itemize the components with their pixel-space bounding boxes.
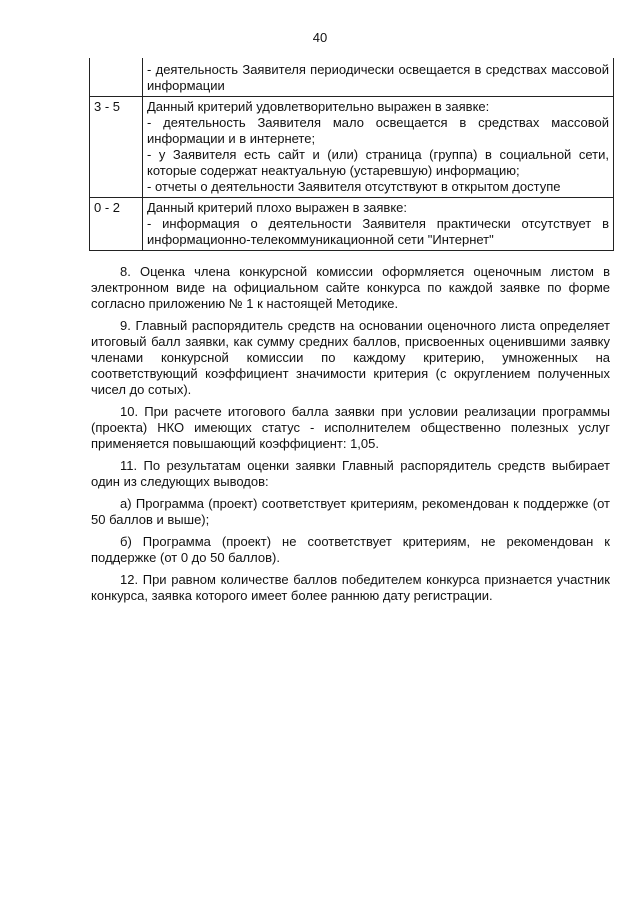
score-cell: 0 - 2	[90, 198, 143, 251]
criteria-description-cell	[143, 198, 614, 251]
description-line: - деятельность Заявителя мало освещается в средствах массовой информации и в интернете;	[147, 115, 609, 146]
description-line: Данный критерий плохо выражен в заявке:	[147, 200, 407, 215]
paragraph-8: 8. Оценка члена конкурсной комиссии оформляется оценочным листом в электронном виде на официальном сайте конкурса по каждой заявке по форме согласно приложению № 1 к настоящей Методике.	[91, 264, 610, 311]
criteria-score-table	[89, 58, 614, 251]
description-line: - информация о деятельности Заявителя практически отсутствует в информационно-телекоммуникационной сети "Интернет"	[147, 216, 609, 247]
table-row	[90, 97, 614, 198]
paragraph-12: 12. При равном количестве баллов победителем конкурса признается участник конкурса, заявка которого имеет более раннюю дату регистрации.	[91, 572, 610, 603]
score-cell	[90, 58, 143, 97]
paragraph-11-option-b: б) Программа (проект) не соответствует критериям, не рекомендован к поддержке (от 0 до 50 баллов).	[91, 534, 610, 565]
table-row	[90, 198, 614, 251]
description-line: - отчеты о деятельности Заявителя отсутствуют в открытом доступе	[147, 179, 561, 194]
description-line: - у Заявителя есть сайт и (или) страница (группа) в социальной сети, которые содержат неактуальную (устаревшую) информацию;	[147, 147, 609, 178]
description-line: Данный критерий удовлетворительно выражен в заявке:	[147, 99, 490, 114]
page-number: 40	[312, 30, 328, 45]
score-cell: 3 - 5	[90, 97, 143, 198]
criteria-description-cell	[143, 97, 614, 198]
paragraph-9: 9. Главный распорядитель средств на основании оценочного листа определяет итоговый балл заявки, как сумму средних баллов, присвоенных оценившими заявку членами конкурсной комиссии по каждому критерию, умноженных на соответствующий коэффициент значимости критерия (с округлением полученных чисел до сотых).	[91, 318, 610, 397]
paragraph-11-option-a: а) Программа (проект) соответствует критериям, рекомендован к поддержке (от 50 баллов и выше);	[91, 496, 610, 527]
paragraph-11: 11. По результатам оценки заявки Главный распорядитель средств выбирает один из следующих выводов:	[91, 458, 610, 489]
description-line: - деятельность Заявителя периодически освещается в средствах массовой информации	[147, 62, 609, 93]
table-row	[90, 58, 614, 97]
criteria-description-cell	[143, 58, 614, 97]
document-body	[91, 264, 610, 610]
paragraph-10: 10. При расчете итогового балла заявки при условии реализации программы (проекта) НКО имеющих статус - исполнителем общественно полезных услуг применяется повышающий коэффициент: 1,05.	[91, 404, 610, 451]
